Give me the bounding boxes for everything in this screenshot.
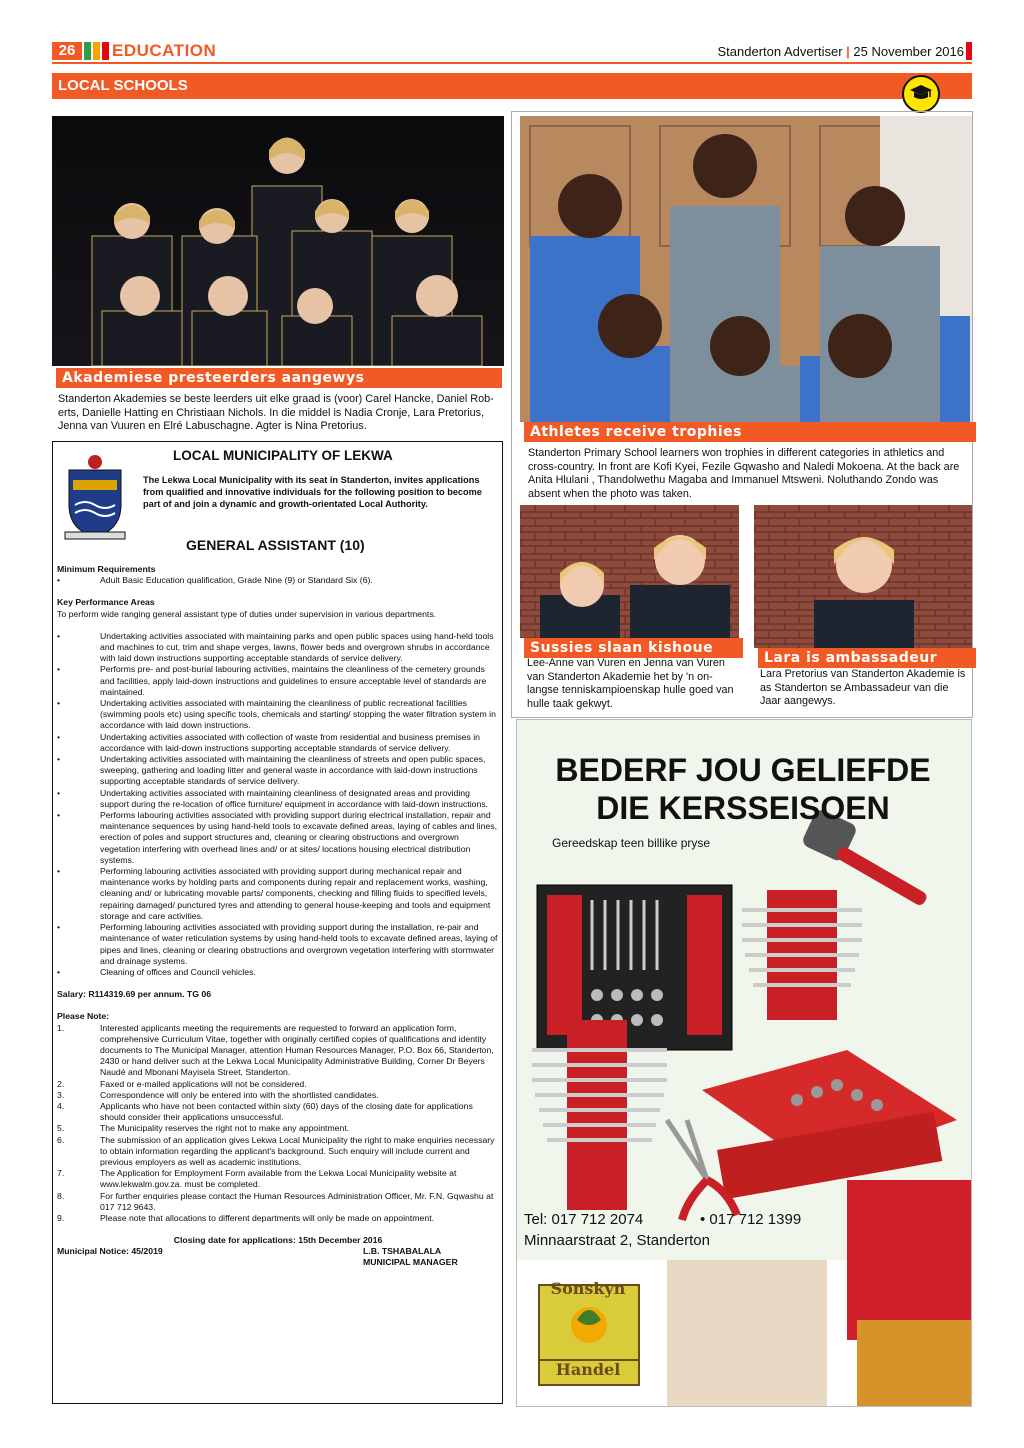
list-item <box>57 1023 499 1079</box>
note-number: 1. <box>57 1022 65 1033</box>
note-text: Correspondence will only be entered into with the shortlisted candidates. <box>100 1089 379 1100</box>
list-item <box>57 810 499 866</box>
bullet: • <box>57 866 61 877</box>
ad-phone-2: • 017 712 1399 <box>700 1211 802 1228</box>
duty-text: Undertaking activities associated with maintaining the cleanliness of streets and open public spaces, sweeping, gathering and loading litter and general waste in accordance with laid-down instructions supporting acceptable standards of service delivery. <box>100 754 486 787</box>
list-item <box>57 1123 499 1134</box>
notice-job-title: GENERAL ASSISTANT (10) <box>186 537 365 553</box>
duty-text: Performs pre- and post-burial labouring activities, maintains the cleanliness of the cemetery grounds and facilities, apply laid-down instructions and guidelines to ensure acceptable level of standards are maintained. <box>100 664 487 697</box>
ad-phone-1: Tel: 017 712 2074 <box>524 1211 644 1228</box>
salary: Salary: R114319.69 per annum. TG 06 <box>57 989 212 1000</box>
story4-headline: Lara is ambassadeur <box>758 648 976 668</box>
bullet: • <box>57 698 61 709</box>
duty-text: Performing labouring activities associated with providing support during mechanical repair and maintenance works by holding parts and components during repair and replacement works, washing, cleaning and/ or lubricating movable parts/ components, checking and filling fluids to specified levels, repairing damaged/ punctured tyres and attending to general house-keeping and tools and equipment storage and care activities. <box>100 866 491 921</box>
ad-subtitle: Gereedskap teen billike pryse <box>552 836 711 850</box>
note-number: 6. <box>57 1134 65 1145</box>
note-number: 8. <box>57 1190 65 1201</box>
municipal-notice-number: Municipal Notice: 45/2019 <box>57 1246 163 1257</box>
list-item <box>57 1213 499 1224</box>
signatory: L.B. TSHABALALA <box>363 1246 442 1257</box>
header-rule <box>52 62 972 64</box>
ad-headline-line1: BEDERF JOU GELIEFDE <box>555 752 931 788</box>
graduation-cap-icon <box>902 75 940 113</box>
photo-academic-achievers <box>52 116 504 366</box>
list-item <box>57 575 499 586</box>
paper-date: 25 November 2016 <box>853 44 964 59</box>
note-text: The Application for Employment Form available from the Lekwa Local Municipality website at www.lekwalm.gov.za. must be completed. <box>100 1168 457 1190</box>
list-item <box>57 698 499 732</box>
note-number: 3. <box>57 1089 65 1100</box>
list-item <box>57 754 499 788</box>
list-item <box>57 664 499 698</box>
story2-text: Standerton Primary School learners won trophies in different categories in athletics and cross-country. In front are Kofi Kyei, Fezile Gqwasho and Naledi Mokoena. At the back are Anita Hlulani , Thandolwethu Magaba and Immanuel Mtsweni. Noluthando Zondo was absent when the photo was taken. <box>528 447 960 500</box>
note-text: The submission of an application gives Lekwa Local Municipality the right to make enquiries necessary to obtain information regarding the applicant's background. Such enquiry will include current and previous employers as well as academic institutions. <box>100 1134 495 1167</box>
list-item <box>57 732 499 754</box>
list-item <box>57 967 499 978</box>
header-bar-red <box>102 42 109 60</box>
header-separator: | <box>846 44 850 59</box>
list-item <box>57 922 499 967</box>
note-number: 5. <box>57 1123 65 1134</box>
note-number: 7. <box>57 1168 65 1179</box>
header-bar-yellow <box>93 42 100 60</box>
municipal-notice <box>52 441 503 1404</box>
list-item <box>57 866 499 922</box>
bullet: • <box>57 664 61 675</box>
section-name: EDUCATION <box>112 41 217 60</box>
note-text: Interested applicants meeting the requirements are requested to forward an application form, comprehensive Curriculum Vitae, together with originally certified copies of qualifications and identity documents to The Municipal Manager, attention Human Resources Manager, P.O. Box 66, Standerton, 2430 or hand deliver such at the Lekwa Local Municipality Administrative Building, Corner Dr Beyers Naudé and Mbonani Mayisela Street, Standerton. <box>100 1022 494 1078</box>
kpa-intro: To perform wide ranging general assistant type of duties under supervision in various departments. <box>57 608 437 619</box>
bullet: • <box>57 630 61 641</box>
story4-text: Lara Pretorius van Standerton Akademie is as Standerton se Ambassadeur van die Jaar aangewys. <box>760 668 966 707</box>
bullet: • <box>57 787 61 798</box>
note-heading: Please Note: <box>57 1011 110 1022</box>
story3-headline: Sussies slaan kishoue <box>524 638 743 658</box>
sonskyn-logo-bottom: Handel <box>555 1360 621 1379</box>
story3-text: Lee-Anne van Vuren en Jenna van Vuren van Standerton Akademie het by 'n on-langse tenniskampioenskap hulle goed van hulle taak gekwyt. <box>527 657 734 710</box>
note-text: Applicants who have not been contacted within sixty (60) days of the closing date for applications should consider their applications unsuccessful. <box>100 1100 473 1123</box>
duty-text: Performing labouring activities associated with providing support during the installation, re-pair and maintenance of water reticulation systems by using hand-held tools to excavate defined areas, laying of pipes and lines, cleaning or clearing obstructions and overgrown vegetation interfering with stormwater and drainage systems. <box>100 922 498 966</box>
ad-address: Minnaarstraat 2, Standerton <box>524 1232 710 1249</box>
note-text: The Municipality reserves the right not to make any appointment. <box>100 1123 350 1134</box>
ad-headline-line2: DIE KERSSEISOEN <box>596 790 890 826</box>
min-req-heading: Minimum Requirements <box>57 564 156 574</box>
story1-text: Standerton Akademies se beste leerders uit elke graad is (voor) Carel Hancke, Daniel Rob-erts, Danielle Hatting en Christiaan Nichols. In die middel is Nadia Cronje, Lara Pretorius, Jenna van Vuuren en Elré Labuschagne. Agter is Nina Pretorius. <box>58 393 494 432</box>
bullet: • <box>57 575 61 586</box>
story2-headline: Athletes receive trophies <box>524 422 976 442</box>
duty-text: Undertaking activities associated with maintaining cleanliness of designated areas and providing support during the re-location of office furniture/ equipment in accordance with laid-down instructions. <box>100 787 489 809</box>
duty-text: Undertaking activities associated with maintaining parks and open public spaces using hand-held tools and machines to cut, trim and shape verges, lawns, flower beds and overgrown shrubs in accordance with laid down instructions supporting acceptable standards of service delivery. <box>100 630 494 664</box>
header-end-bar <box>966 42 972 60</box>
note-text: Faxed or e-mailed applications will not be considered. <box>100 1078 307 1089</box>
closing-date: Closing date for applications: 15th December 2016 <box>173 1235 383 1246</box>
list-item <box>57 1191 499 1213</box>
duty-text: Undertaking activities associated with collection of waste from residential and business premises in accordance with laid-down instructions supporting acceptable standards of service delivery. <box>100 731 481 753</box>
duty-text: Undertaking activities associated with maintaining the cleanliness of public recreational facilities (swimming pools etc) using specific tools, chemicals and starting/ stopping the water filtration system in accordance with laid down instructions. <box>100 698 496 731</box>
section-bar-title: LOCAL SCHOOLS <box>58 77 188 94</box>
section-bar <box>52 73 972 99</box>
notice-footer <box>57 1246 499 1270</box>
bullet: • <box>57 922 61 933</box>
bullet: • <box>57 731 61 742</box>
list-item <box>57 1135 499 1169</box>
photo-athletes <box>520 116 972 422</box>
note-number: 4. <box>57 1100 65 1111</box>
list-item <box>57 631 499 665</box>
bullet: • <box>57 966 61 977</box>
list-item <box>57 788 499 810</box>
paper-name: Standerton Advertiser <box>717 44 843 59</box>
list-item <box>57 1090 499 1101</box>
list-item <box>57 1101 499 1123</box>
signatory-title: MUNICIPAL MANAGER <box>363 1257 458 1268</box>
lekwa-crest-icon <box>59 450 131 540</box>
list-item <box>57 1168 499 1190</box>
note-text: For further enquiries please contact the Human Resources Administration Officer, Mr. F.N. Gqwashu at 017 712 9643. <box>100 1190 494 1212</box>
paper-info <box>718 44 965 59</box>
kpa-heading: Key Performance Areas <box>57 597 155 608</box>
note-text: Please note that allocations to different departments will only be made on appointment. <box>100 1212 435 1223</box>
note-number: 9. <box>57 1212 65 1223</box>
page-number: 26 <box>52 42 82 60</box>
story1-headline: Akademiese presteerders aangewys <box>56 368 502 388</box>
notice-intro: The Lekwa Local Municipality with its seat in Standerton, invites applications from qualified and innovative individuals for the following position to become part of and join a dynamic and growth-orientated Local Authority. <box>143 475 482 509</box>
list-item <box>57 1079 499 1090</box>
min-req-text: Adult Basic Education qualification, Grade Nine (9) or Standard Six (6). <box>100 575 373 586</box>
photo-lara <box>754 505 972 648</box>
bullet: • <box>57 754 61 765</box>
duty-text: Performs labouring activities associated with providing support during electrical installation, repair and maintenance sequences by using hand-held tools to excavate defined areas, laying of cables and lines, erection of poles and support structures and, cleaning or clearing obstructions and overgrown vegetation interfering with overhead lines and/ or at sites/ locations housing electrical distribution systems. <box>100 810 497 865</box>
photo-sisters <box>520 505 739 638</box>
bullet: • <box>57 810 61 821</box>
sonskyn-logo-top: Sonskyn <box>550 1279 626 1298</box>
note-number: 2. <box>57 1078 65 1089</box>
duty-text: Cleaning of offices and Council vehicles. <box>100 966 256 977</box>
notice-title: LOCAL MUNICIPALITY OF LEKWA <box>173 448 393 463</box>
header-bar-green <box>84 42 91 60</box>
